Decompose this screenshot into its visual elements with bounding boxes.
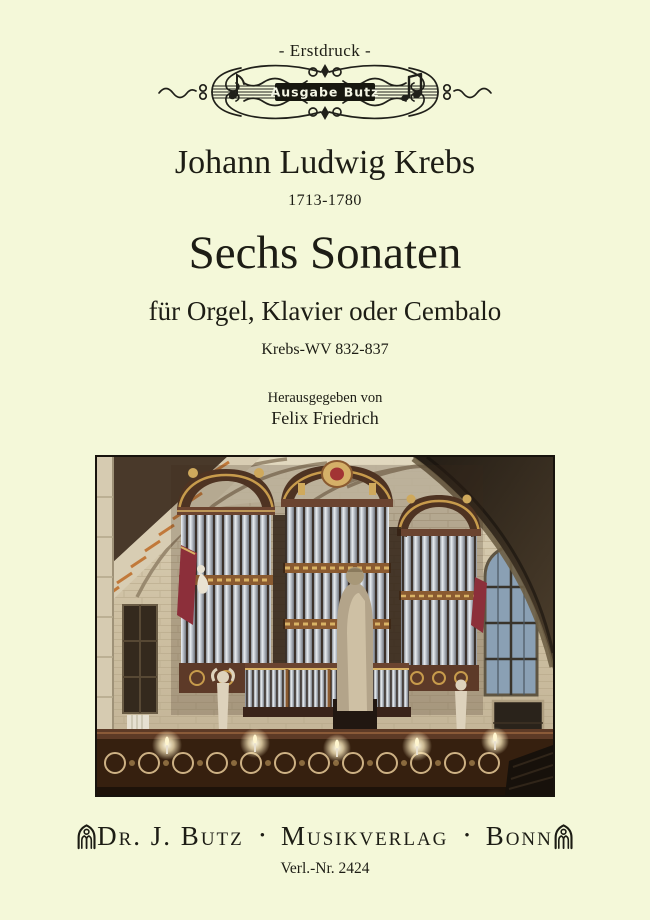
organ-photo-illustration [97,457,553,795]
work-title: Sechs Sonaten [188,227,462,279]
publisher-division: Musikverlag [281,820,449,851]
publisher-footer [76,816,574,856]
edition-note: - Erstdruck - [278,41,372,60]
editor-name: Felix Friedrich [271,408,379,428]
work-subtitle: für Orgel, Klavier oder Cembalo [148,296,502,326]
organ-illustration [171,461,487,749]
gothic-arch-icon [76,816,97,856]
plate-number: Verl.-Nr. 2424 [280,860,370,877]
separator-dot: • [259,827,266,844]
publisher-line [97,821,553,852]
organ-photo [95,455,555,797]
publisher-name: Dr. J. Butz [97,820,244,851]
composer-dates: 1713-1780 [288,192,362,209]
publisher-city: Bonn [485,820,553,851]
banner-flourish-icon [155,60,495,124]
work-catalog-number: Krebs-WV 832-837 [261,341,389,358]
gothic-arch-icon [553,816,574,856]
separator-dot: • [464,827,470,844]
editor-label: Herausgegeben von [267,390,383,406]
composer-name: Johann Ludwig Krebs [174,144,476,181]
publisher-banner [155,60,495,129]
banner-label: Ausgabe Butz [270,84,380,100]
